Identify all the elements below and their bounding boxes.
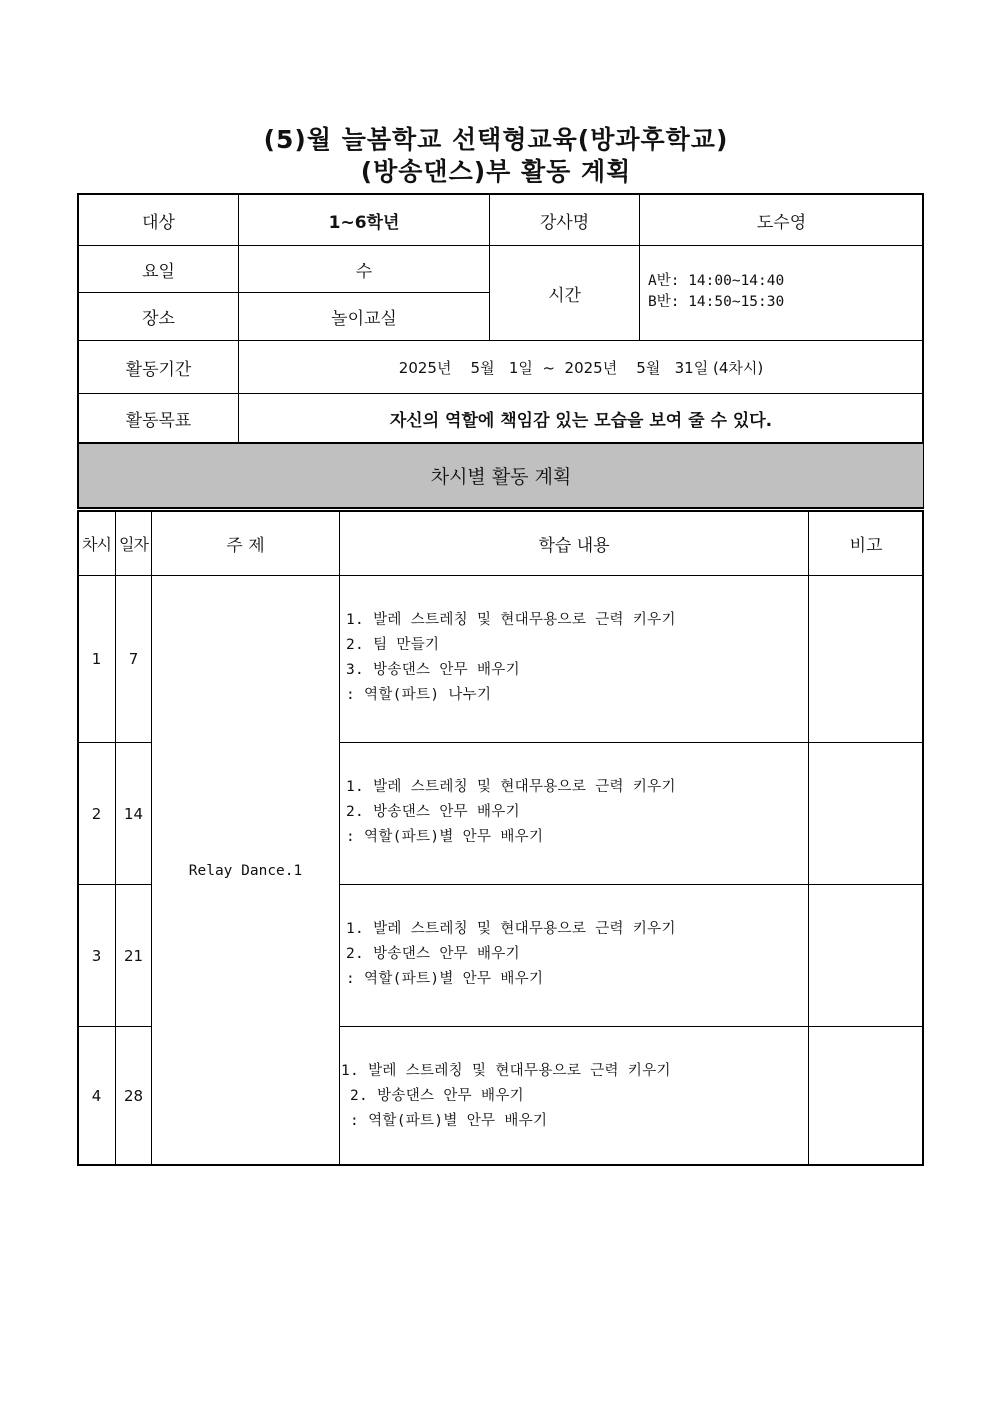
instructor-value: 도수영 <box>756 212 807 233</box>
day-value: 수 <box>355 261 373 282</box>
place-label: 장소 <box>142 309 175 329</box>
content-line: 2. 방송댄스 안무 배우기 <box>346 804 520 820</box>
topic-cell: Relay Dance.1 <box>188 862 303 879</box>
content-line: 1. 발레 스트레칭 및 현대무용으로 근력 키우기 <box>346 612 676 628</box>
section-title: 차시별 활동 계획 <box>430 466 572 488</box>
target-label: 대상 <box>142 212 175 233</box>
header-note: 비고 <box>849 536 883 556</box>
row-3-content <box>346 917 806 992</box>
period-label: 활동기간 <box>125 359 192 380</box>
instructor-label: 강사명 <box>539 212 590 233</box>
document-title <box>0 124 992 188</box>
time-class-b: B반: 14:50~15:30 <box>648 294 785 310</box>
row-1-note <box>809 576 923 742</box>
section-header <box>79 444 923 507</box>
content-line: 2. 방송댄스 안무 배우기 <box>346 946 520 962</box>
header-date: 일자 <box>119 535 148 554</box>
row-1-content <box>346 608 806 708</box>
header-topic: 주 제 <box>226 536 265 556</box>
title-line-1: (5)월 늘봄학교 선택형교육(방과후학교) <box>263 125 729 154</box>
goal-value: 자신의 역할에 책임감 있는 모습을 보여 줄 수 있다. <box>389 410 773 431</box>
time-class-a: A반: 14:00~14:40 <box>648 273 785 289</box>
time-value <box>648 271 918 313</box>
content-line: 1. 발레 스트레칭 및 현대무용으로 근력 키우기 <box>346 779 676 795</box>
content-line: 1. 발레 스트레칭 및 현대무용으로 근력 키우기 <box>346 921 676 937</box>
content-line: : 역할(파트)별 안무 배우기 <box>346 971 544 987</box>
title-line-2: (방송댄스)부 활동 계획 <box>360 157 632 186</box>
content-line: 1. 발레 스트레칭 및 현대무용으로 근력 키우기 <box>341 1063 671 1079</box>
row-4-content <box>341 1059 806 1134</box>
row-2-content <box>346 775 806 850</box>
place-value: 놀이교실 <box>331 309 397 329</box>
content-line: : 역할(파트)별 안무 배우기 <box>341 1113 548 1129</box>
target-value: 1~6학년 <box>328 212 400 233</box>
time-label: 시간 <box>548 285 581 306</box>
row-3-session: 3 <box>91 946 102 965</box>
row-2-note <box>809 743 923 884</box>
row-1-date: 7 <box>128 650 139 668</box>
row-1-session: 1 <box>91 650 102 668</box>
day-label: 요일 <box>142 261 175 282</box>
row-3-date: 21 <box>123 946 144 965</box>
content-line: : 역할(파트)별 안무 배우기 <box>346 829 544 845</box>
content-line: 3. 방송댄스 안무 배우기 <box>346 662 520 678</box>
row-2-date: 14 <box>123 804 144 823</box>
row-4-date: 28 <box>123 1087 144 1105</box>
goal-label: 활동목표 <box>125 410 192 431</box>
row-2-session: 2 <box>91 804 102 823</box>
header-content: 학습 내용 <box>538 536 610 556</box>
row-4-note <box>809 1027 923 1165</box>
period-value: 2025년 5월 1일 ~ 2025년 5월 31일 (4차시) <box>398 358 764 377</box>
row-4-session: 4 <box>91 1087 102 1105</box>
content-line: : 역할(파트) 나누기 <box>346 687 492 703</box>
content-line: 2. 팀 만들기 <box>346 637 440 653</box>
row-3-note <box>809 885 923 1026</box>
header-session: 차시 <box>82 535 111 554</box>
content-line: 2. 방송댄스 안무 배우기 <box>341 1088 524 1104</box>
